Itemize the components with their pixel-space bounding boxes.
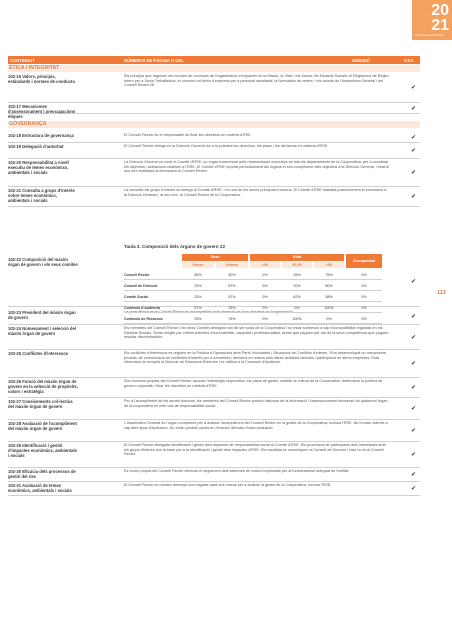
badge-year-top: 20 — [431, 2, 449, 19]
checkmark-icon: ✔ — [410, 361, 416, 367]
gri-description: El Consell Rector delega en la Direcció General dur a la pràctica les directrius, els plans i les decisions en matèria d'RSE. — [124, 144, 329, 148]
table-row — [8, 103, 420, 119]
governing-body-label: Comitè Social — [124, 294, 148, 299]
composition-cell: 80% — [325, 283, 333, 288]
group-header-age: Edat — [250, 254, 344, 261]
composition-cell: 0% — [361, 272, 367, 277]
report-badge — [412, 0, 452, 40]
gri-code: 102-16 Valors, principis, estàndards i normes de conducta — [8, 74, 75, 84]
sub-header-men: Homes — [216, 262, 248, 268]
table-row — [8, 378, 420, 398]
composition-table-caption: Taula 3. Composició dels òrgans de govern 22 — [124, 244, 226, 249]
gri-code: 102-21 Consulta a grups d'interès sobre temes econòmics, ambientals i socials — [8, 188, 75, 203]
checkmark-icon: ✔ — [410, 105, 416, 112]
governing-body-label: Comissió de Recursos — [124, 316, 163, 321]
checkmark-icon: ✔ — [410, 278, 416, 285]
badge-subtitle: Memòria de sostenibilitat — [415, 34, 444, 37]
gri-code: 102-25 Conflictes d'interessos — [8, 351, 69, 356]
gri-code: 102-26 Funció del màxim òrgan de govern en la selecció de propòsits, valors i estratègia — [8, 379, 78, 394]
table-row — [8, 132, 420, 143]
group-header-sex: Sexe — [182, 254, 248, 261]
composition-cell: 0% — [326, 316, 332, 321]
checkmark-icon: ✔ — [410, 334, 416, 341]
composition-cell: 0% — [361, 294, 367, 299]
page-number: 113 — [437, 290, 446, 296]
gri-description: La Direcció General va crear el Comitè d'RSE, un òrgan transversal amb representació executiva de tots els departaments de la Cooperativa, per a coordinar els objectius i actuacions relatives a l'RSE. El Comitè d'RSE reporta periòdicament als òrgans el seu compliment dels objectius a la Direcció General, i esta el seu torn realitzarà la informació al Consell Rector. — [124, 160, 390, 174]
section-ethics: ÈTICA I INTEGRITAT — [8, 65, 420, 72]
header-external-verification: V.EX. — [404, 58, 415, 63]
badge-year — [431, 3, 449, 33]
composition-cell: 0% — [294, 305, 300, 310]
composition-row — [124, 302, 382, 313]
table-row — [8, 398, 420, 420]
checkmark-icon: ✔ — [410, 134, 416, 141]
checkmark-icon: ✔ — [410, 148, 416, 154]
checkmark-icon: ✔ — [410, 194, 416, 200]
composition-cell: 67% — [194, 305, 202, 310]
composition-cell: 33% — [228, 305, 236, 310]
gri-description: Els membres del Consell Rector i els seus Comitès delegats han de ser socis de la Cooperativa i no estar sotmesos a cap incompatibilitat regulada en els Estatuts Socials. Seran elegits per criteris estrictes d'honorabilitat, capacitat i professionalitat, sense que paguen per raó de la seua competència que puguen resultar discriminatoris. — [124, 326, 389, 340]
gri-code: 102-19 Delegació d'autoritat — [8, 144, 64, 149]
table-row — [8, 187, 420, 207]
composition-cell: 33% — [194, 283, 202, 288]
gri-code: 102-29 Identificació i gestió d'impactes econòmics, ambientals i socials — [8, 443, 77, 458]
composition-cell: 25% — [293, 272, 301, 277]
gri-description: Per a l'acompliment de les seues funcions, els membres del Consell Rector podran disposar de la informació i l'assessorament necessari de qualsevol òrgan de la cooperativa en este cas de responsabilitat social. — [124, 399, 388, 408]
sub-header-over-50: >50 — [314, 262, 344, 268]
table-row — [8, 73, 420, 103]
gri-code: 102-18 Estructura de governança — [8, 133, 74, 138]
composition-row — [124, 291, 382, 302]
composition-row — [124, 313, 382, 324]
composition-cell: 0% — [262, 316, 268, 321]
governing-body-label: Consell de Direcció — [124, 283, 158, 288]
table-row — [8, 350, 420, 378]
gri-description: La consulta als grups d'interès es delega al Comitè d'RSE, i és una de les seues principals funcions. El Comitè d'RSE traslada posteriorment la informació a la Direcció General i, al seu torn, al Consell Rector de la Cooperativa. — [124, 188, 387, 197]
composition-cell: 38% — [325, 294, 333, 299]
gri-description: La presidència en el Consell Rector és incompatible amb l'exercici de llocs directius en l'organització. — [124, 310, 294, 314]
governing-body-label: Comissió d'Auditoria — [124, 305, 160, 310]
composition-cell: 0% — [361, 283, 367, 288]
gri-description: Els principis que regeixen les normes de conducta de l'organització s'emplacen en la Missió, la Visió i els Valors; els Estatuts Socials; el Reglament de Règim Intern per a Socis Treballadors; el conveni col·lectiu d'empresa per a personal assalariat; la Normativa de centre; i els acords de l'Assemblea General i del Consell Rector.28 — [124, 74, 389, 88]
gri-description: És funció pròpia del Consell Rector efectuar el seguiment dels sistemes de control implantats per al funcionament adequat de l'entitat. — [124, 469, 350, 473]
composition-cell: 0% — [361, 316, 367, 321]
composition-cell: 0% — [262, 283, 268, 288]
gri-description: El Consell Rector delegada identificació i gestió dels impactes de responsabilitat social al Comitè d'RSE. Els processos de participació dels interessats amb els grups d'interès són la base per a la identificació i gestió dels impactes d'RSE. Els resultats es comuniquen al Consell de Direcció i este ho fa al Consell Rector. — [124, 443, 386, 457]
checkmark-icon: ✔ — [410, 486, 416, 492]
gri-description: Els conflictes d'interessos es regulen en la Política d'Operacions amb Parts Vinculades i Situacions de Conflicte d'interès. S'ha desenvolupat un mecanisme proactiu de comunicació de conflictes d'interès per a consellers i directius en relació amb altres activitats laborals i participació en altres empreses. Esta informació la recopila la Direcció de Relacions Externes i es ratifica a la Comissió d'Auditoria. — [124, 351, 387, 365]
gri-code: 102-17 Mecanismes d'assessorament i preocupacions ètiques — [8, 104, 76, 119]
sub-header-30-50: 30-50 — [282, 262, 312, 268]
table-header — [8, 56, 420, 64]
gri-code: 102-24 Nomenament i selecció del màxim òrgan de govern — [8, 326, 76, 336]
checkmark-icon: ✔ — [410, 452, 416, 458]
composition-cell: 20% — [293, 283, 301, 288]
composition-cell: 33% — [194, 294, 202, 299]
governing-body-label: Consell Rector — [124, 272, 150, 277]
checkmark-icon: ✔ — [410, 428, 416, 434]
checkmark-icon: ✔ — [410, 314, 416, 320]
composition-cell: 67% — [228, 294, 236, 299]
sub-header-under-30: <30 — [250, 262, 280, 268]
composition-cell: 75% — [325, 272, 333, 277]
composition-cell: 0% — [262, 305, 268, 310]
gri-code: 102-22 Composició del màxim òrgan de govern i els seus comitès — [8, 257, 78, 267]
composition-cell: 100% — [292, 316, 302, 321]
table-row — [8, 482, 420, 496]
table-row — [8, 442, 420, 468]
gri-description: El Consell Rector és el responsable de fixar les directrius en matèria d'RSE. — [124, 133, 252, 137]
gri-code: 102-31 Avaluació de temes econòmics, ambientals i socials — [8, 483, 72, 493]
table-row — [8, 325, 420, 350]
section-governance: GOVERNANÇA — [8, 121, 420, 128]
composition-cell: 100% — [324, 305, 334, 310]
composition-cell: 0% — [262, 272, 268, 277]
composition-cell: 25% — [194, 316, 202, 321]
checkmark-icon: ✔ — [410, 406, 416, 412]
gri-description: Són funcions pròpies del Consell Rector aprovar l'estratègia corporativa, els plans de gestió, establir la cultura de la Cooperativa, determinar la política de govern corporatiu i fixar les directrius en matèria d'RSE. — [124, 379, 383, 388]
composition-cell: 67% — [228, 283, 236, 288]
group-header-disability: Discapacitat — [346, 254, 382, 268]
gri-code: 102-30 Eficàcia dels processos de gestió del risc — [8, 469, 76, 479]
header-page-url: NÚMEROS DE PÀGINA O URL — [124, 58, 184, 63]
composition-cell: 75% — [228, 316, 236, 321]
header-omission: OMISSIÓ — [352, 58, 370, 63]
composition-cell: 62% — [293, 294, 301, 299]
table-row — [8, 143, 420, 159]
gri-description: L'Assemblea General és l'òrgan competent per a avaluar l'acompliment del Consell Rector en la gestió de la Cooperativa, inclosa l'RSE. No hi estic sotmès a cap altre tipus d'avaluació. No s'han produït canvis en l'exercici derivats d'esta avaluació. — [124, 421, 388, 430]
checkmark-icon: ✔ — [410, 385, 416, 391]
composition-cell: 50% — [194, 272, 202, 277]
checkmark-icon: ✔ — [410, 85, 416, 91]
header-content: CONTINGUT — [10, 58, 35, 63]
composition-cell: 0% — [262, 294, 268, 299]
table-row — [8, 420, 420, 442]
gri-code: 102-20 Responsabilitat a nivell executiu de temes econòmics, ambientals i socials — [8, 160, 69, 175]
composition-row — [124, 280, 382, 291]
gri-code: 102-23 President del màxim òrgan de govern — [8, 310, 76, 320]
checkmark-icon: ✔ — [410, 472, 416, 478]
composition-row — [124, 269, 382, 280]
checkmark-icon: ✔ — [410, 170, 416, 176]
gri-code: 102-28 Avaluació de l'acompliment del màxim òrgan de govern — [8, 421, 77, 431]
sub-header-women: Dones — [182, 262, 214, 268]
composition-cell: 50% — [228, 272, 236, 277]
table-row — [8, 159, 420, 187]
badge-year-bottom: 21 — [431, 17, 449, 34]
gri-code: 102-27 Coneixements col·lectius del màxim òrgan de govern — [8, 399, 73, 409]
table-row — [8, 468, 420, 482]
gri-description: El Consell Rector es reuneix almenys una vegada cada dos mesos per a avaluar la gestió de la Cooperativa, inclosa l'RSE. — [124, 483, 332, 487]
composition-cell: 0% — [361, 305, 367, 310]
